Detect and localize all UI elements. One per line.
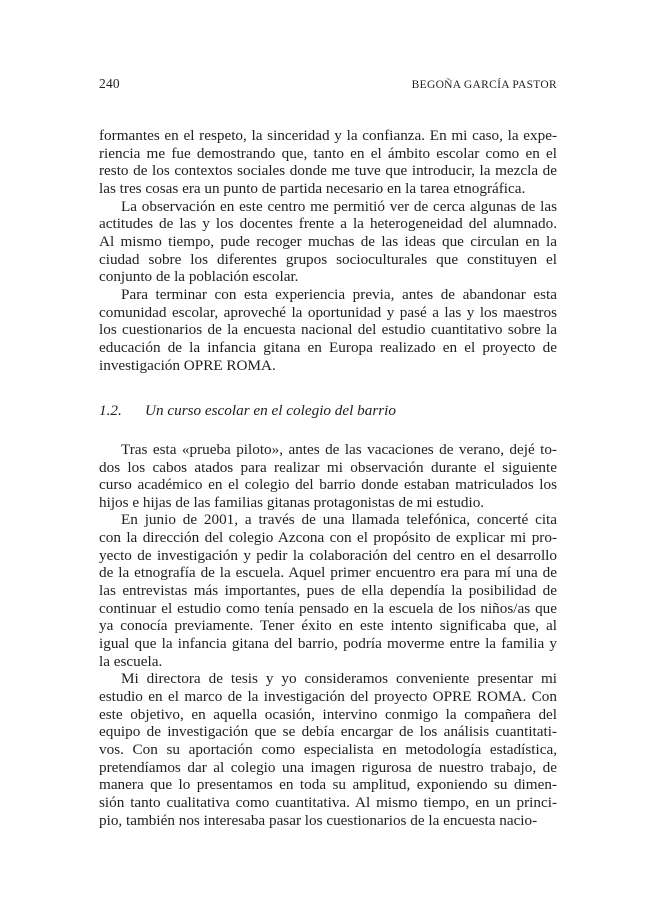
text-line: hijos e hijas de las familias gitanas protagonistas de mi estudio. xyxy=(99,493,485,511)
text-line: ciudad sobre los diferentes grupos socioculturales que constituyen el xyxy=(99,250,557,268)
text-line: comunidad escolar, aproveché la oportunidad y pasé a las y los maestros xyxy=(99,303,557,321)
paragraph xyxy=(99,198,557,286)
text-line: las tres cosas era un punto de partida necesario en la tarea etnográfica. xyxy=(99,179,526,197)
running-title: BEGOÑA GARCÍA PASTOR xyxy=(411,79,557,91)
text-line: educación de la infancia gitana en Europa realizado en el proyecto de xyxy=(99,338,557,356)
section-title: Un curso escolar en el colegio del barrio xyxy=(145,402,396,420)
page-number: 240 xyxy=(99,76,120,91)
text-line: yecto de investigación y pedir la colaboración del centro en el desarrollo xyxy=(99,546,557,564)
text-line: conjunto de la población escolar. xyxy=(99,268,299,286)
text-line: sión tanto cualitativa como cuantitativa. Al mismo tiempo, en un princi- xyxy=(99,793,557,811)
text-line: riencia me fue demostrando que, tanto en el ámbito escolar como en el xyxy=(99,144,557,162)
section-number: 1.2. xyxy=(99,402,122,420)
paragraph xyxy=(99,286,557,374)
text-line: Al mismo tiempo, pude recoger muchas de las ideas que circulan en la xyxy=(99,232,557,250)
section-heading xyxy=(99,402,557,420)
text-line: de la etnografía de la escuela. Aquel primer encuentro era para mí una de xyxy=(99,564,557,582)
paragraph xyxy=(99,441,557,512)
text-line: estudio en el marco de la investigación del proyecto OPRE ROMA. Con xyxy=(99,688,557,706)
text-line: La observación en este centro me permitió ver de cerca algunas de las xyxy=(121,197,557,215)
text-line: Mi directora de tesis y yo consideramos conveniente presentar mi xyxy=(121,670,557,688)
text-line: ya conocía previamente. Tener éxito en este intento significaba que, al xyxy=(99,617,557,635)
text-line: pio, también nos interesaba pasar los cuestionarios de la encuesta nacio- xyxy=(99,811,538,829)
text-line: equipo de investigación que se debía encargar de los análisis cuantitati- xyxy=(99,723,557,741)
text-line: vos. Con su aportación como especialista en metodología estadística, xyxy=(99,741,557,758)
paragraph xyxy=(99,670,557,829)
page-body xyxy=(99,127,557,829)
text-line: dos los cabos atados para realizar mi observación durante el siguiente xyxy=(99,458,557,476)
text-line: investigación OPRE ROMA. xyxy=(99,356,276,374)
text-line: actitudes de las y los docentes frente a la heterogeneidad del alumnado. xyxy=(99,215,557,233)
text-line: Para terminar con esta experiencia previa, antes de abandonar esta xyxy=(121,285,557,303)
paragraph xyxy=(99,127,557,198)
text-line: las entrevistas más importantes, pues de ella dependía la posibilidad de xyxy=(99,582,557,600)
text-line: pretendíamos dar al colegio una imagen rigurosa de nuestro trabajo, de xyxy=(99,758,557,776)
paragraph xyxy=(99,511,557,670)
text-line: resto de los contextos sociales donde me tuve que introducir, la mezcla de xyxy=(99,162,557,180)
text-line: formantes en el respeto, la sinceridad y la confianza. En mi caso, la expe- xyxy=(99,127,557,144)
text-line: este objetivo, en aquella ocasión, intervino conmigo la compañera del xyxy=(99,705,557,723)
text-line: manera que lo presentamos en toda su amplitud, exponiendo su dimen- xyxy=(99,776,557,794)
text-line: En junio de 2001, a través de una llamada telefónica, concerté cita xyxy=(121,511,557,529)
page-header xyxy=(99,76,557,92)
text-line: igual que la infancia gitana del barrio, podría moverme entre la familia y xyxy=(99,635,557,653)
text-line: Tras esta «prueba piloto», antes de las vacaciones de verano, dejé to- xyxy=(121,440,557,458)
text-line: los cuestionarios de la encuesta nacional del estudio cuantitativo sobre la xyxy=(99,321,557,339)
text-line: curso académico en el colegio del barrio donde estaban matriculados los xyxy=(99,476,557,494)
text-line: con la dirección del colegio Azcona con el propósito de explicar mi pro- xyxy=(99,529,557,547)
text-line: continuar el estudio como tenía pensado en la escuela de los niños/as que xyxy=(99,599,557,617)
text-line: la escuela. xyxy=(99,652,163,670)
